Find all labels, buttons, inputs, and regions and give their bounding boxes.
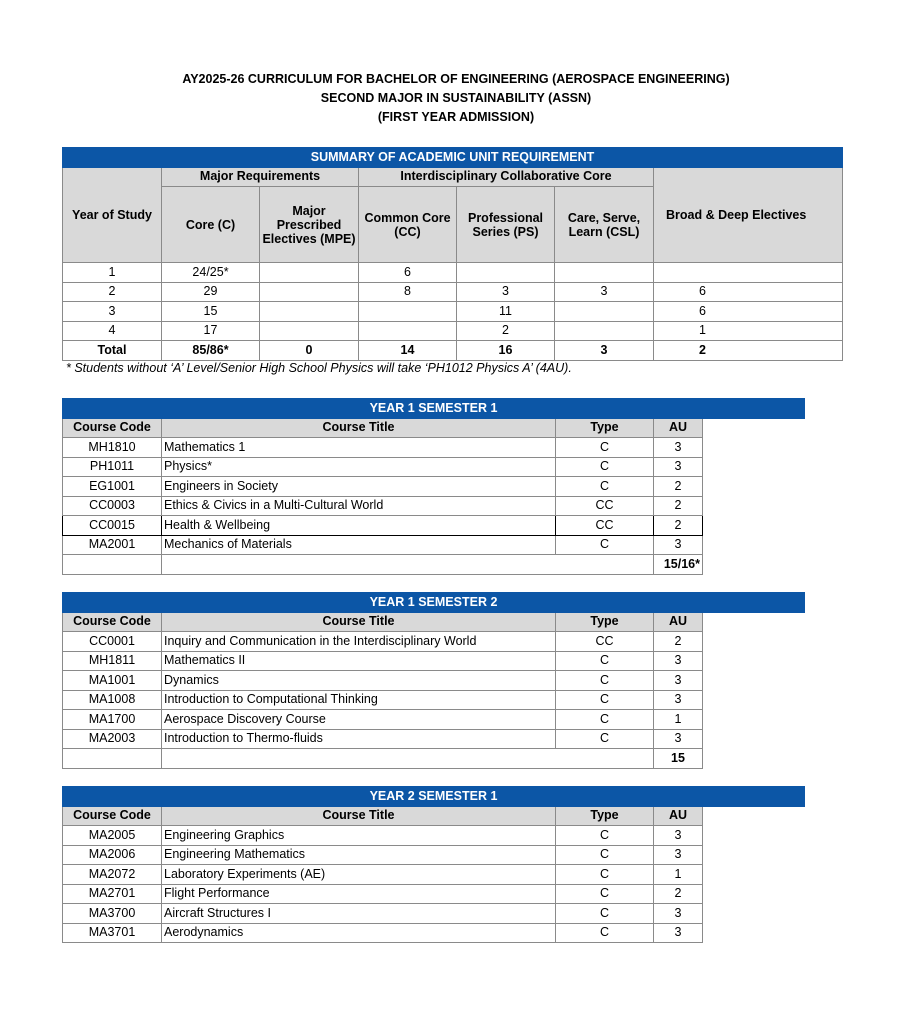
table-row xyxy=(63,438,805,458)
cell-ps: 3 xyxy=(457,282,555,302)
cell-type: C xyxy=(556,865,654,885)
cell-csl xyxy=(555,263,654,283)
cell-type: C xyxy=(556,477,654,497)
summary-row xyxy=(63,263,843,283)
col-type: Type xyxy=(556,418,654,438)
col-year-of-study: Year of Study xyxy=(63,167,162,263)
empty-cell xyxy=(63,749,162,769)
cell-code: MA2003 xyxy=(63,729,162,749)
cell-year: 2 xyxy=(63,282,162,302)
col-course-title: Course Title xyxy=(162,806,556,826)
cell-au: 3 xyxy=(654,729,703,749)
cell-title: Aircraft Structures I xyxy=(162,904,556,924)
col-common-core: Common Core (CC) xyxy=(359,187,457,263)
cell-csl xyxy=(555,321,654,341)
cell-au: 1 xyxy=(654,710,703,730)
cell-au: 2 xyxy=(654,516,703,536)
summary-table-container xyxy=(62,147,807,361)
sem-y1s2-container xyxy=(62,592,768,769)
cell-title: Mathematics 1 xyxy=(162,438,556,458)
col-type: Type xyxy=(556,612,654,632)
cell-cc xyxy=(359,302,457,322)
table-row xyxy=(63,826,805,846)
cell-cc xyxy=(359,321,457,341)
spacer xyxy=(703,729,805,749)
cell-type: C xyxy=(556,438,654,458)
cell-csl: 3 xyxy=(555,341,654,361)
cell-csl xyxy=(555,302,654,322)
col-type: Type xyxy=(556,806,654,826)
col-broad-deep-electives: Broad & Deep Electives xyxy=(654,167,843,263)
cell-core: 29 xyxy=(162,282,260,302)
cell-type: C xyxy=(556,884,654,904)
spacer xyxy=(703,477,805,497)
cell-title: Laboratory Experiments (AE) xyxy=(162,865,556,885)
summary-row xyxy=(63,302,843,322)
empty-cell xyxy=(162,749,654,769)
col-mpe: Major Prescribed Electives (MPE) xyxy=(260,187,359,263)
spacer xyxy=(703,671,805,691)
table-row xyxy=(63,632,805,652)
group-major-requirements: Major Requirements xyxy=(162,167,359,187)
cell-title: Engineering Mathematics xyxy=(162,845,556,865)
cell-core: 17 xyxy=(162,321,260,341)
cell-core: 24/25* xyxy=(162,263,260,283)
table-row xyxy=(63,457,805,477)
cell-core: 85/86* xyxy=(162,341,260,361)
col-course-title: Course Title xyxy=(162,418,556,438)
cell-cc: 8 xyxy=(359,282,457,302)
table-row xyxy=(63,729,805,749)
cell-title: Engineering Graphics xyxy=(162,826,556,846)
cell-mpe xyxy=(260,282,359,302)
table-row xyxy=(63,535,805,555)
cell-bde: 2 xyxy=(654,341,843,361)
table-row xyxy=(63,690,805,710)
total-row xyxy=(63,749,805,769)
cell-type: CC xyxy=(556,632,654,652)
cell-type: C xyxy=(556,457,654,477)
cell-type: C xyxy=(556,729,654,749)
sem-y2s1-container xyxy=(62,786,768,943)
table-row xyxy=(63,845,805,865)
cell-title: Introduction to Computational Thinking xyxy=(162,690,556,710)
cell-au: 1 xyxy=(654,865,703,885)
cell-au: 2 xyxy=(654,477,703,497)
spacer xyxy=(703,612,805,632)
semester-title: YEAR 1 SEMESTER 1 xyxy=(63,399,805,419)
spacer xyxy=(703,923,805,943)
summary-row xyxy=(63,282,843,302)
col-au: AU xyxy=(654,418,703,438)
summary-table xyxy=(62,147,843,361)
table-row xyxy=(63,904,805,924)
cell-code: CC0015 xyxy=(63,516,162,536)
cell-core: 15 xyxy=(162,302,260,322)
cell-type: C xyxy=(556,690,654,710)
spacer xyxy=(703,845,805,865)
table-row xyxy=(63,923,805,943)
summary-row xyxy=(63,321,843,341)
sem-y1s2-table xyxy=(62,592,805,769)
cell-title: Aerospace Discovery Course xyxy=(162,710,556,730)
cell-title: Health & Wellbeing xyxy=(162,516,556,536)
spacer xyxy=(703,651,805,671)
cell-code: MA1001 xyxy=(63,671,162,691)
cell-type: C xyxy=(556,845,654,865)
cell-title: Engineers in Society xyxy=(162,477,556,497)
col-core: Core (C) xyxy=(162,187,260,263)
cell-au: 3 xyxy=(654,671,703,691)
cell-bde xyxy=(654,263,843,283)
cell-year: 3 xyxy=(63,302,162,322)
cell-title: Dynamics xyxy=(162,671,556,691)
cell-type: CC xyxy=(556,496,654,516)
cell-code: MA2006 xyxy=(63,845,162,865)
sem-y2s1-table xyxy=(62,786,805,943)
cell-au: 3 xyxy=(654,690,703,710)
cell-au: 3 xyxy=(654,651,703,671)
semester-total: 15 xyxy=(654,749,703,769)
cell-ps: 2 xyxy=(457,321,555,341)
table-row xyxy=(63,516,805,536)
spacer xyxy=(703,496,805,516)
col-course-code: Course Code xyxy=(63,612,162,632)
summary-title: SUMMARY OF ACADEMIC UNIT REQUIREMENT xyxy=(63,148,843,168)
spacer xyxy=(703,865,805,885)
spacer xyxy=(703,884,805,904)
cell-type: CC xyxy=(556,516,654,536)
sem-y1s1-table xyxy=(62,398,805,575)
cell-ps: 11 xyxy=(457,302,555,322)
cell-code: CC0001 xyxy=(63,632,162,652)
cell-code: EG1001 xyxy=(63,477,162,497)
cell-ps: 16 xyxy=(457,341,555,361)
cell-type: C xyxy=(556,651,654,671)
cell-title: Aerodynamics xyxy=(162,923,556,943)
spacer xyxy=(703,749,805,769)
cell-total-label: Total xyxy=(63,341,162,361)
cell-code: MA3700 xyxy=(63,904,162,924)
table-row xyxy=(63,496,805,516)
cell-bde: 1 xyxy=(654,321,843,341)
cell-code: MA2701 xyxy=(63,884,162,904)
spacer xyxy=(703,806,805,826)
cell-au: 3 xyxy=(654,826,703,846)
cell-ps xyxy=(457,263,555,283)
cell-year: 4 xyxy=(63,321,162,341)
spacer xyxy=(703,710,805,730)
cell-title: Mechanics of Materials xyxy=(162,535,556,555)
group-interdisciplinary-core: Interdisciplinary Collaborative Core xyxy=(359,167,654,187)
cell-au: 3 xyxy=(654,438,703,458)
cell-type: C xyxy=(556,904,654,924)
cell-bde: 6 xyxy=(654,282,843,302)
cell-year: 1 xyxy=(63,263,162,283)
spacer xyxy=(703,516,805,536)
document-subtitle: SECOND MAJOR IN SUSTAINABILITY (ASSN) xyxy=(320,91,592,105)
cell-title: Inquiry and Communication in the Interdisciplinary World xyxy=(162,632,556,652)
spacer xyxy=(703,438,805,458)
spacer xyxy=(703,555,805,575)
physics-footnote: * Students without ‘A’ Level/Senior High School Physics will take ‘PH1012 Physics A’ (4AU). xyxy=(66,361,572,375)
spacer xyxy=(703,904,805,924)
table-row xyxy=(63,477,805,497)
col-course-title: Course Title xyxy=(162,612,556,632)
cell-type: C xyxy=(556,826,654,846)
cell-au: 3 xyxy=(654,457,703,477)
cell-au: 2 xyxy=(654,884,703,904)
cell-title: Introduction to Thermo-fluids xyxy=(162,729,556,749)
cell-code: MH1810 xyxy=(63,438,162,458)
empty-cell xyxy=(162,555,654,575)
cell-au: 2 xyxy=(654,496,703,516)
cell-code: MA2072 xyxy=(63,865,162,885)
spacer xyxy=(703,632,805,652)
col-course-code: Course Code xyxy=(63,418,162,438)
cell-type: C xyxy=(556,710,654,730)
cell-au: 3 xyxy=(654,923,703,943)
table-row xyxy=(63,710,805,730)
cell-title: Physics* xyxy=(162,457,556,477)
semester-title: YEAR 1 SEMESTER 2 xyxy=(63,593,805,613)
document-admission-note: (FIRST YEAR ADMISSION) xyxy=(377,110,535,124)
semester-title: YEAR 2 SEMESTER 1 xyxy=(63,787,805,807)
cell-type: C xyxy=(556,671,654,691)
total-row xyxy=(63,555,805,575)
cell-title: Ethics & Civics in a Multi-Cultural World xyxy=(162,496,556,516)
col-course-code: Course Code xyxy=(63,806,162,826)
col-au: AU xyxy=(654,806,703,826)
spacer xyxy=(703,418,805,438)
cell-mpe xyxy=(260,321,359,341)
cell-mpe xyxy=(260,263,359,283)
cell-au: 3 xyxy=(654,904,703,924)
cell-code: MA3701 xyxy=(63,923,162,943)
cell-code: MA2005 xyxy=(63,826,162,846)
col-professional-series: Professional Series (PS) xyxy=(457,187,555,263)
cell-code: MH1811 xyxy=(63,651,162,671)
spacer xyxy=(703,457,805,477)
table-row xyxy=(63,671,805,691)
cell-code: PH1011 xyxy=(63,457,162,477)
cell-type: C xyxy=(556,923,654,943)
cell-csl: 3 xyxy=(555,282,654,302)
table-row xyxy=(63,651,805,671)
cell-title: Flight Performance xyxy=(162,884,556,904)
cell-mpe xyxy=(260,302,359,322)
document-title: AY2025-26 CURRICULUM FOR BACHELOR OF ENGINEERING (AEROSPACE ENGINEERING) xyxy=(182,72,730,86)
sem-y1s1-container xyxy=(62,398,768,575)
cell-code: CC0003 xyxy=(63,496,162,516)
cell-mpe: 0 xyxy=(260,341,359,361)
cell-code: MA2001 xyxy=(63,535,162,555)
col-au: AU xyxy=(654,612,703,632)
cell-code: MA1008 xyxy=(63,690,162,710)
cell-code: MA1700 xyxy=(63,710,162,730)
semester-total: 15/16* xyxy=(654,555,703,575)
cell-au: 3 xyxy=(654,845,703,865)
col-care-serve-learn: Care, Serve, Learn (CSL) xyxy=(555,187,654,263)
cell-au: 3 xyxy=(654,535,703,555)
cell-type: C xyxy=(556,535,654,555)
empty-cell xyxy=(63,555,162,575)
cell-title: Mathematics II xyxy=(162,651,556,671)
cell-au: 2 xyxy=(654,632,703,652)
table-row xyxy=(63,865,805,885)
table-row xyxy=(63,884,805,904)
spacer xyxy=(703,535,805,555)
cell-bde: 6 xyxy=(654,302,843,322)
cell-cc: 6 xyxy=(359,263,457,283)
cell-cc: 14 xyxy=(359,341,457,361)
spacer xyxy=(703,690,805,710)
spacer xyxy=(703,826,805,846)
summary-total-row xyxy=(63,341,843,361)
